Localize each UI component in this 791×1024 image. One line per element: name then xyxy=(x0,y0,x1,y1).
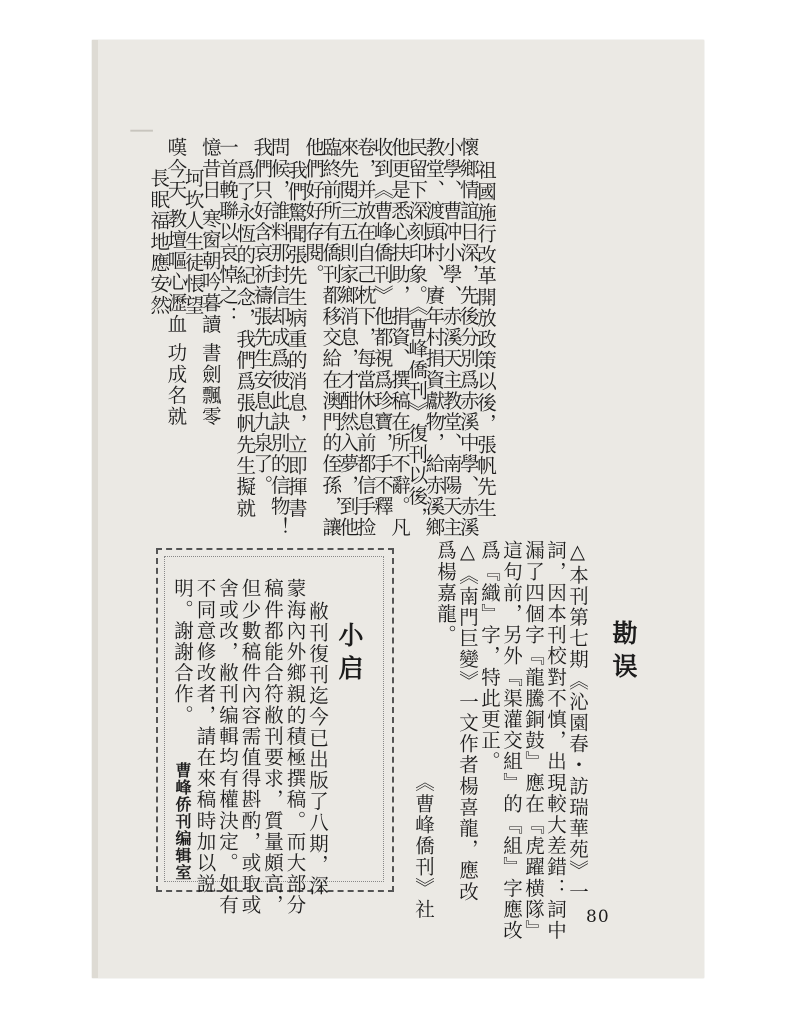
text-column: △《南門巨變》一文作者楊喜龍，應改 xyxy=(456,540,479,903)
text-column: 問候，誰料那封信却成爲彼此訣別的信物！ xyxy=(267,137,291,538)
errata-title: 勘误 xyxy=(609,620,638,686)
notice-signature: 曹峰侨刊编辑室 xyxy=(173,762,192,881)
text-column: 教堂、渡頭村、賡年村捐資獻物，給赤溪鄉 xyxy=(422,137,446,538)
text-column: 一首輓聯以哀悼之： xyxy=(216,137,239,327)
text-column: 《曹峰僑刊》社 xyxy=(412,772,435,920)
text-column: 稿件都能合符敝刊要求，質量頗高， xyxy=(261,578,284,916)
text-column: 坷坎人生徒悵望 xyxy=(181,168,205,316)
text-column: 我們只好含哀祈禱張先生安息九泉了。 xyxy=(250,137,274,496)
bleed-through-mark: ▏ xyxy=(130,130,152,145)
text-column: 但少數稿件內容需值得斟酌，或取或 xyxy=(238,578,262,916)
text-column: △本刊第七期《沁園春・訪瑞華苑》一 xyxy=(566,540,589,903)
text-column: 祖國施行改革開放政策以後，張帆先生 xyxy=(474,160,497,519)
text-column: 臨終前所有僑刊都移交給在澳門的侄孫，讓 xyxy=(319,137,343,538)
text-column: 敝刊復刊迄今已出版了八期，深 xyxy=(306,601,329,897)
text-column: 卷，并放在自己枕下，每當休息前都信手捡 xyxy=(353,137,377,538)
text-column: 爲楊嘉龍。 xyxy=(434,540,457,646)
text-column: 明。謝謝合作。 xyxy=(171,578,194,726)
text-column: 我們驚聞張先生病重的消息，立即揮書 xyxy=(284,160,308,519)
notice-title: 小启 xyxy=(335,622,364,688)
text-column: 他們好好存閱。 xyxy=(302,137,325,285)
text-column: 蒙海內外鄉親的積極撰稿。而大部分 xyxy=(283,578,307,916)
text-column: 爲『織』字，特此更正。 xyxy=(478,540,501,773)
text-column: 嘆今天 教壇嘔心瀝血 功成名就 xyxy=(164,137,188,427)
text-column: 爲了永恆的紀念，我們爲張帆先生擬就 xyxy=(233,160,257,519)
text-column: 漏了四個字『龍騰銅鼓』應在『虎躍横隊』 xyxy=(522,540,545,941)
text-column: 不同意修改者，請在來稿時加以説 xyxy=(193,578,217,895)
text-column: 長眠福地應安然 xyxy=(147,168,171,316)
text-column: 收到《曹峰僑刊》他都視爲珍寶，手不釋 xyxy=(370,137,394,517)
text-column: 小學、曹冲小學、赤溪天主教堂、南陽天主 xyxy=(439,137,463,538)
text-column: 舍或改，敝刊编輯均有權決定。如有 xyxy=(216,578,239,916)
text-column: 來先閱三五則家鄉消息，才酣然入夢，到他 xyxy=(336,137,360,538)
text-column: 他更是悉心扶助，捐資、撰稿在所不辭。凡 xyxy=(388,137,411,538)
text-column: 這句前，另外『渠灌交組』的『組』字應改 xyxy=(500,540,523,941)
text-column: 憶昔日 寒窗朝吟暮讀 書劍飄零 xyxy=(198,137,222,427)
text-column: 詞，因本刊校對不慎，出現較大差錯：詞中 xyxy=(544,540,567,941)
page-edge-shadow xyxy=(92,40,98,978)
page-number: 80 xyxy=(586,907,610,927)
text-column: 懷鄉情誼日深，先後分別爲赤溪中學、赤溪 xyxy=(456,137,480,538)
text-column: 民留下深刻印象。《曹峰僑刊》復刊以後， xyxy=(405,137,429,529)
